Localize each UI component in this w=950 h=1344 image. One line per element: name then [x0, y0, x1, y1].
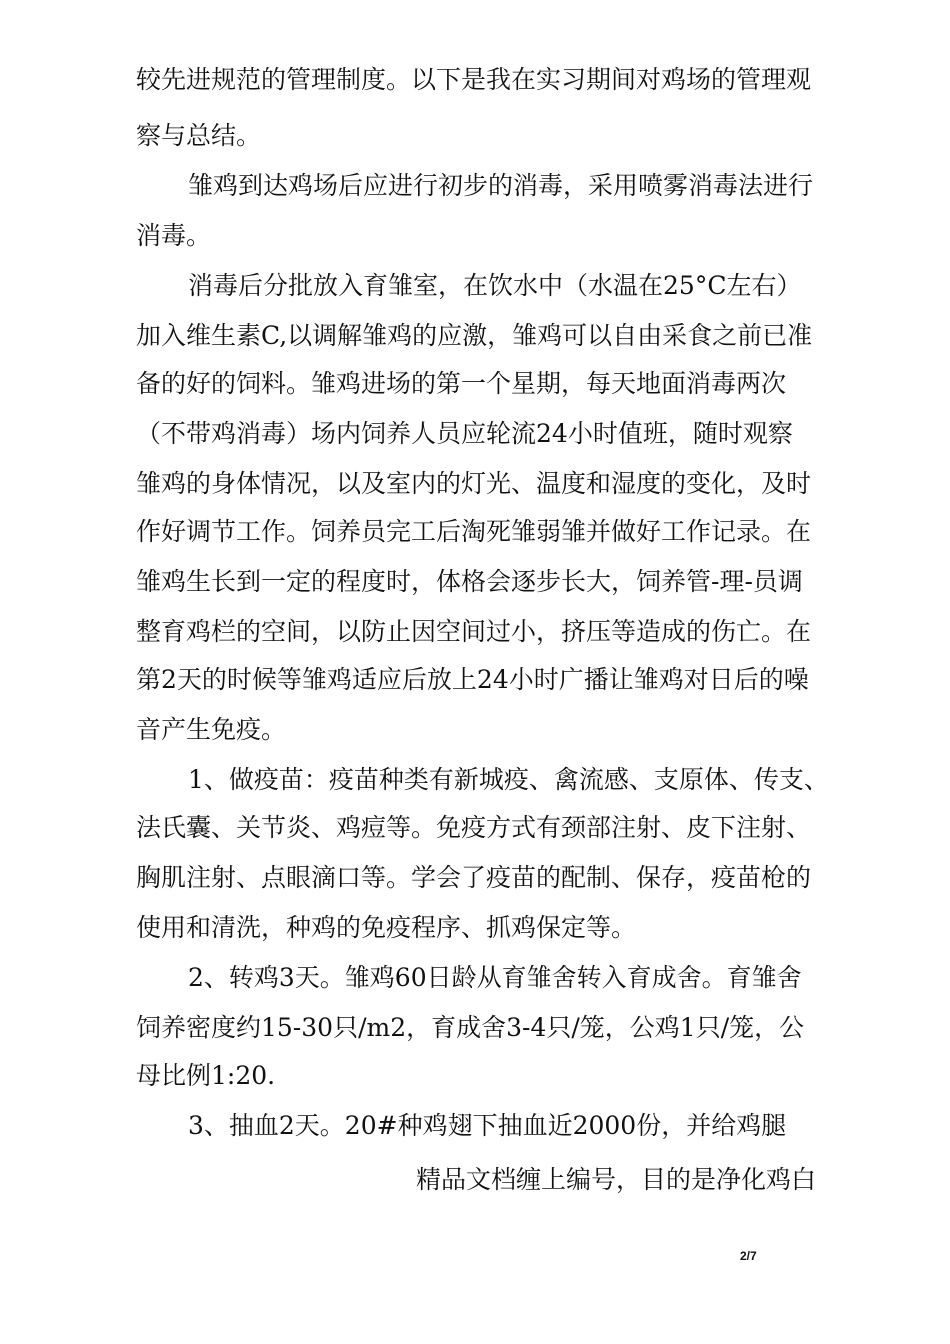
page-number: 2/7 [740, 1249, 757, 1263]
text-line: 第2天的时候等雏鸡适应后放上24小时广播让雏鸡对日后的噪 [136, 665, 809, 694]
text-line: 使用和清洗，种鸡的免疫程序、抓鸡保定等。 [136, 913, 637, 942]
text-line: 精品文档缠上编号，目的是净化鸡白 [416, 1165, 817, 1194]
text-line: 消毒后分批放入育雏室，在饮水中（水温在25°C左右） [188, 271, 802, 300]
text-line: 雏鸡的身体情况，以及室内的灯光、温度和湿度的变化，及时 [136, 469, 812, 498]
text-line: 消毒。 [136, 221, 212, 250]
text-line: 母比例1:20. [136, 1061, 276, 1090]
text-line: （不带鸡消毒）场内饲养人员应轮流24小时值班，随时观察 [136, 419, 793, 448]
text-line: 胸肌注射、点眼滴口等。学会了疫苗的配制、保存，疫苗枪的 [136, 863, 812, 892]
text-line: 饲养密度约15-30只/m2，育成舍3-4只/笼，公鸡1只/笼，公 [136, 1013, 805, 1042]
text-line: 雏鸡生长到一定的程度时，体格会逐步长大，饲养管-理-员调 [136, 567, 803, 596]
text-line: 整育鸡栏的空间，以防止因空间过小，挤压等造成的伤亡。在 [136, 617, 812, 646]
text-line: 2、转鸡3天。雏鸡60日龄从育雏舍转入育成舍。育雏舍 [188, 963, 802, 992]
text-line: 音产生免疫。 [136, 715, 287, 744]
text-line: 雏鸡到达鸡场后应进行初步的消毒，采用喷雾消毒法进行 [188, 171, 814, 200]
text-line: 1、做疫苗：疫苗种类有新城疫、禽流感、支原体、传支、 [188, 765, 829, 794]
text-line: 3、抽血2天。20#种鸡翅下抽血近2000份，并给鸡腿 [188, 1111, 787, 1140]
text-line: 备的好的饲料。雏鸡进场的第一个星期，每天地面消毒两次 [136, 369, 787, 398]
text-line: 加入维生素C,以调解雏鸡的应激，雏鸡可以自由采食之前已准 [136, 321, 813, 350]
text-line: 察与总结。 [136, 121, 262, 150]
text-line: 较先进规范的管理制度。以下是我在实习期间对鸡场的管理观 [136, 65, 812, 94]
text-line: 法氏囊、关节炎、鸡痘等。免疫方式有颈部注射、皮下注射、 [136, 813, 812, 842]
text-line: 作好调节工作。饲养员完工后淘死雏弱雏并做好工作记录。在 [136, 517, 812, 546]
